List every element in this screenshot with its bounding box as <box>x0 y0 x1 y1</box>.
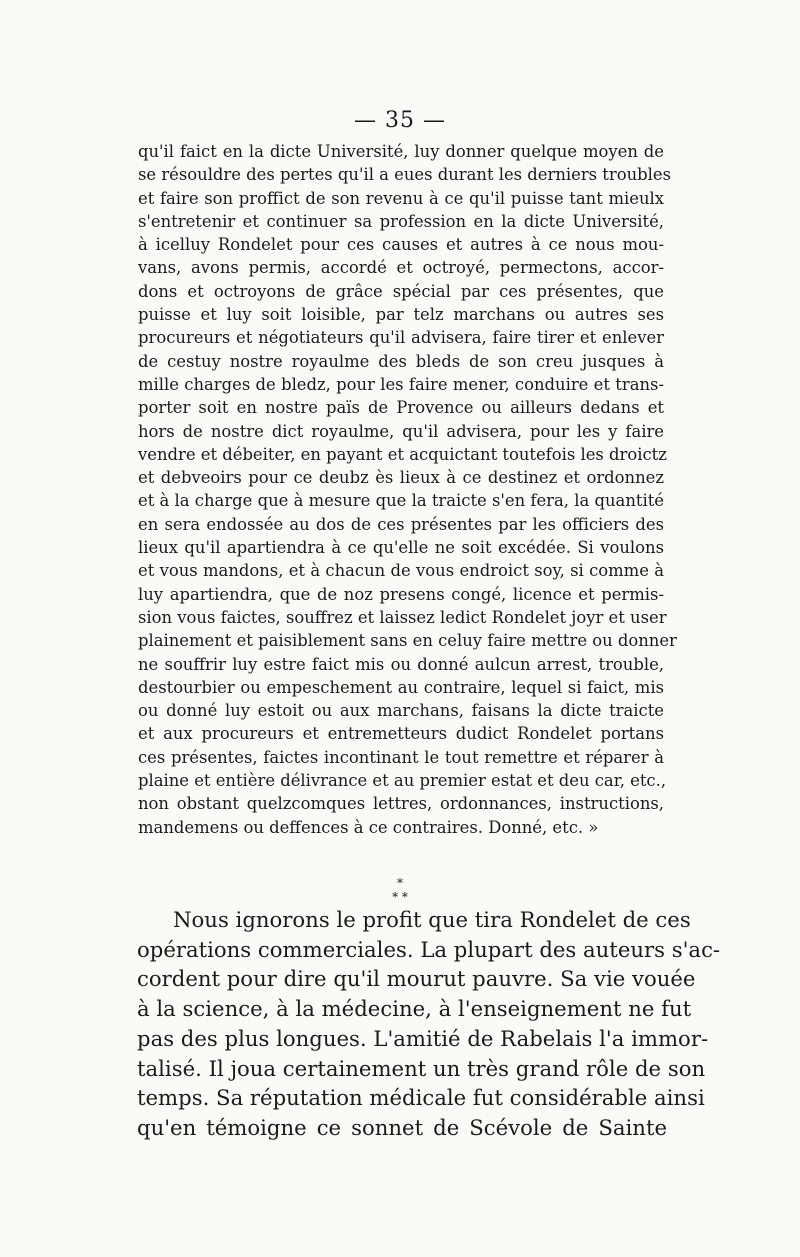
quote-line: de cestuy nostre royaulme des bleds de son creu jusques à <box>138 351 664 371</box>
body-line: temps. Sa réputation médicale fut considérable ainsi <box>137 1085 705 1111</box>
quote-line: et debveoirs pour ce deubz ès lieux à ce destinez et ordonnez <box>138 468 664 488</box>
page-number: — 35 — <box>354 108 446 133</box>
quote-line: porter soit en nostre païs de Provence ou ailleurs dedans et <box>138 398 664 418</box>
quote-line: et faire son proffict de son revenu à ce qu'il puisse tant mieulx <box>138 188 664 208</box>
section-separator <box>0 876 800 904</box>
quote-line: mille charges de bledz, pour les faire mener, conduire et trans- <box>138 374 664 394</box>
quote-line: ne souffrir luy estre faict mis ou donné aulcun arrest, trouble, <box>138 654 664 674</box>
quote-line: procureurs et négotiateurs qu'il advisera, faire tirer et enlever <box>138 328 664 348</box>
body-line: Nous ignorons le profit que tira Rondelet de ces <box>173 907 691 932</box>
quote-line: et vous mandons, et à chacun de vous endroict soy, si comme à <box>138 561 664 581</box>
quote-line: et aux procureurs et entremetteurs dudict Rondelet portans <box>138 724 664 744</box>
quoted-letter <box>138 140 677 839</box>
quote-line: plaine et entière délivrance et au premier estat et deu car, etc., <box>138 771 667 791</box>
quote-line: plainement et paisiblement sans en celuy faire mettre ou donner <box>138 631 677 651</box>
quote-line: lieux qu'il apartiendra à ce qu'elle ne soit excédée. Si voulons <box>138 538 664 558</box>
quote-line: puisse et luy soit loisible, par telz marchans ou autres ses <box>138 305 664 325</box>
body-paragraph <box>137 905 721 1143</box>
quote-line: destourbier ou empeschement au contraire, lequel si faict, mis <box>138 677 664 697</box>
quote-line: vendre et débeiter, en payant et acquictant toutefois les droictz <box>138 444 667 464</box>
quote-line: hors de nostre dict royaulme, qu'il advisera, pour les y faire <box>138 421 664 441</box>
quote-line: mandemens ou deffences à ce contraires. Donné, etc. » <box>138 817 599 837</box>
quote-line: vans, avons permis, accordé et octroyé, permectons, accor- <box>138 258 664 278</box>
separator-bottom-stars: * * <box>392 890 408 904</box>
quote-line: sion vous faictes, souffrez et laissez ledict Rondelet joyr et user <box>138 607 667 627</box>
quote-line: non obstant quelzcomques lettres, ordonnances, instructions, <box>138 794 664 814</box>
body-line: à la science, à la médecine, à l'enseignement ne fut <box>137 996 692 1022</box>
quote-line: ces présentes, faictes incontinant le tout remettre et réparer à <box>138 747 664 767</box>
quote-line: en sera endossée au dos de ces présentes par les officiers des <box>138 514 664 534</box>
quote-line: à icelluy Rondelet pour ces causes et autres à ce nous mou- <box>138 235 664 255</box>
body-line: qu'en témoigne ce sonnet de Scévole de Sainte <box>137 1114 667 1140</box>
quote-line: dons et octroyons de grâce spécial par ces présentes, que <box>138 281 664 301</box>
quote-line: luy apartiendra, que de noz presens congé, licence et permis- <box>138 584 664 604</box>
quote-line: qu'il faict en la dicte Université, luy donner quelque moyen de <box>138 142 664 161</box>
quote-line: ou donné luy estoit ou aux marchans, faisans la dicte traicte <box>138 701 664 721</box>
quote-line: et à la charge que à mesure que la traicte s'en fera, la quantité <box>138 491 664 511</box>
separator-top-star: * <box>397 876 403 890</box>
quote-line: s'entretenir et continuer sa profession en la dicte Université, <box>138 211 664 231</box>
body-line: cordent pour dire qu'il mourut pauvre. Sa vie vouée <box>137 966 696 992</box>
body-line: talisé. Il joua certainement un très grand rôle de son <box>137 1055 706 1081</box>
body-line: pas des plus longues. L'amitié de Rabelais l'a immor- <box>137 1025 709 1051</box>
body-line: opérations commerciales. La plupart des auteurs s'ac- <box>137 936 721 962</box>
quote-line: se résouldre des pertes qu'il a eues durant les derniers troubles <box>138 165 671 185</box>
